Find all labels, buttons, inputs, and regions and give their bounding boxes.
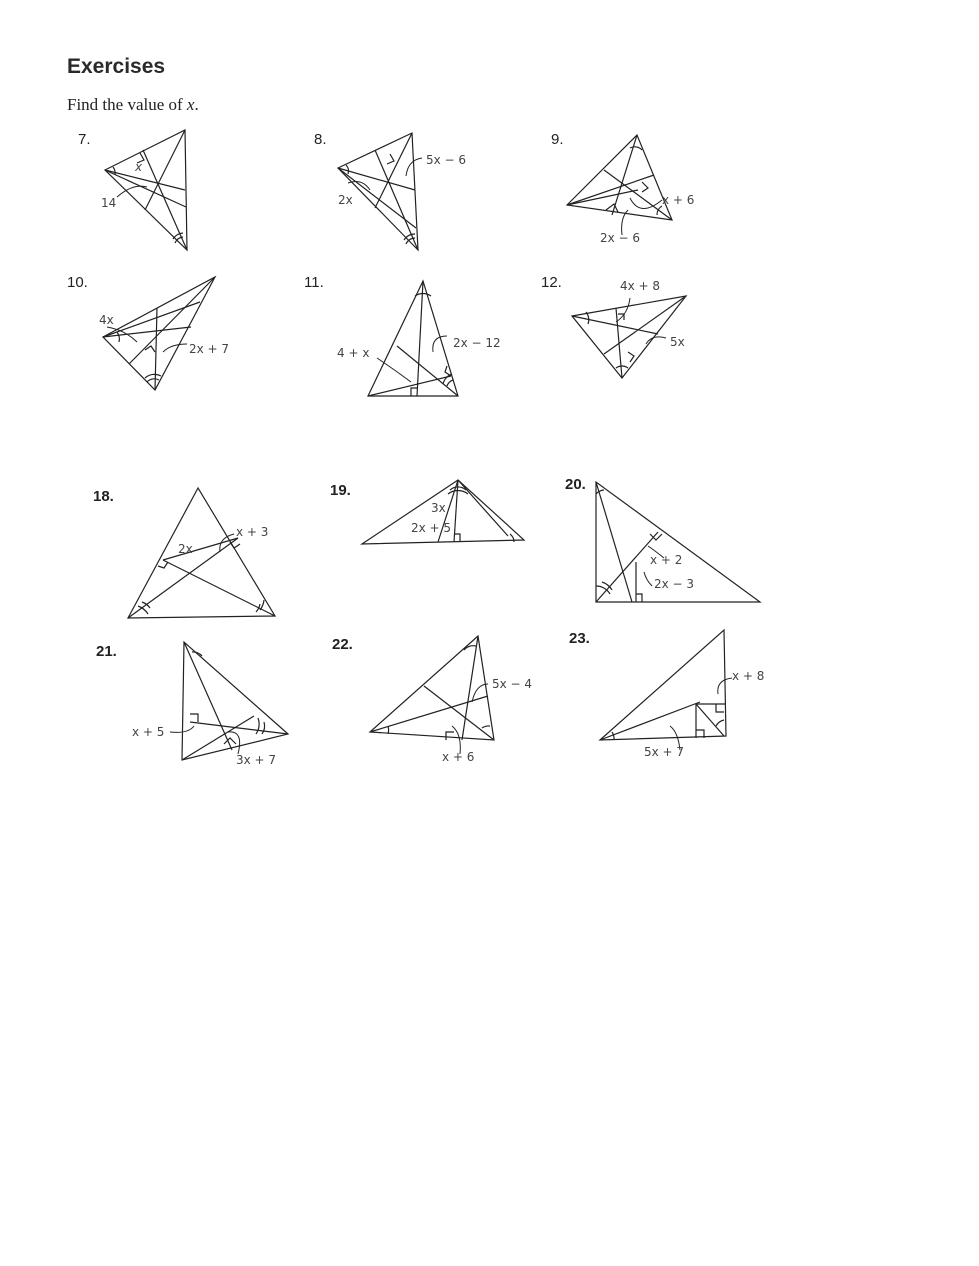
exercise-number-23: 23. (569, 630, 590, 647)
exercise-20-figure (590, 474, 770, 609)
exercise-number-9: 9. (551, 131, 564, 148)
exercise-number-11: 11. (304, 274, 324, 291)
exercise-number-8: 8. (314, 131, 327, 148)
exercise-18-label-x+3: x + 3 (236, 525, 269, 539)
exercise-number-22: 22. (332, 636, 353, 653)
section-heading: Exercises (67, 55, 166, 78)
exercise-number-7: 7. (78, 131, 91, 148)
exercise-10-label-2x+7: 2x + 7 (189, 342, 230, 356)
exercise-23-label-x+8: x + 8 (732, 669, 765, 683)
exercise-11-label-2x-12: 2x − 12 (453, 336, 501, 350)
exercise-23-label-5x+7: 5x + 7 (644, 745, 685, 759)
exercise-12-figure (566, 276, 706, 381)
exercise-7-label-14: 14 (101, 196, 117, 210)
exercise-12-label-4x+8: 4x + 8 (620, 279, 661, 293)
exercise-11-figure (335, 276, 515, 401)
exercise-number-18: 18. (93, 488, 114, 505)
exercise-number-19: 19. (330, 482, 351, 499)
exercise-7-label-x: x (135, 160, 143, 174)
exercise-12-label-5x: 5x (670, 335, 685, 349)
exercise-18-figure (120, 480, 320, 625)
exercise-20-label-x+2: x + 2 (650, 553, 683, 567)
exercise-9-label-x+6: x + 6 (662, 193, 695, 207)
exercise-18-label-2x: 2x (178, 542, 193, 556)
exercise-20-label-2x-3: 2x − 3 (654, 577, 695, 591)
exercise-19-label-2x+5: 2x + 5 (411, 521, 452, 535)
exercise-number-12: 12. (541, 274, 562, 291)
exercise-21-label-3x+7: 3x + 7 (236, 753, 277, 767)
exercise-19-label-3x: 3x (431, 501, 446, 515)
exercise-21-figure (128, 634, 298, 769)
exercise-22-label-5x-4: 5x − 4 (492, 677, 533, 691)
exercise-11-label-4+x: 4 + x (337, 346, 370, 360)
exercise-8-label-2x: 2x (338, 193, 353, 207)
exercise-number-21: 21. (96, 643, 117, 660)
exercise-19-figure (358, 476, 538, 551)
exercise-9-figure (562, 130, 712, 250)
exercise-7-figure (95, 125, 205, 255)
exercise-23-figure (596, 626, 776, 766)
instruction-text: Find the value of x. (67, 95, 199, 114)
exercise-21-label-x+5: x + 5 (132, 725, 165, 739)
exercise-number-10: 10. (67, 274, 88, 291)
exercise-10-figure (95, 272, 255, 397)
exercise-number-20: 20. (565, 476, 586, 493)
exercise-10-label-4x: 4x (99, 313, 114, 327)
exercise-22-label-x+6: x + 6 (442, 750, 475, 764)
exercise-9-label-2x-6: 2x − 6 (600, 231, 641, 245)
exercise-8-label-5x-6: 5x − 6 (426, 153, 467, 167)
exercise-8-figure (330, 128, 480, 253)
exercise-22-figure (364, 630, 544, 770)
